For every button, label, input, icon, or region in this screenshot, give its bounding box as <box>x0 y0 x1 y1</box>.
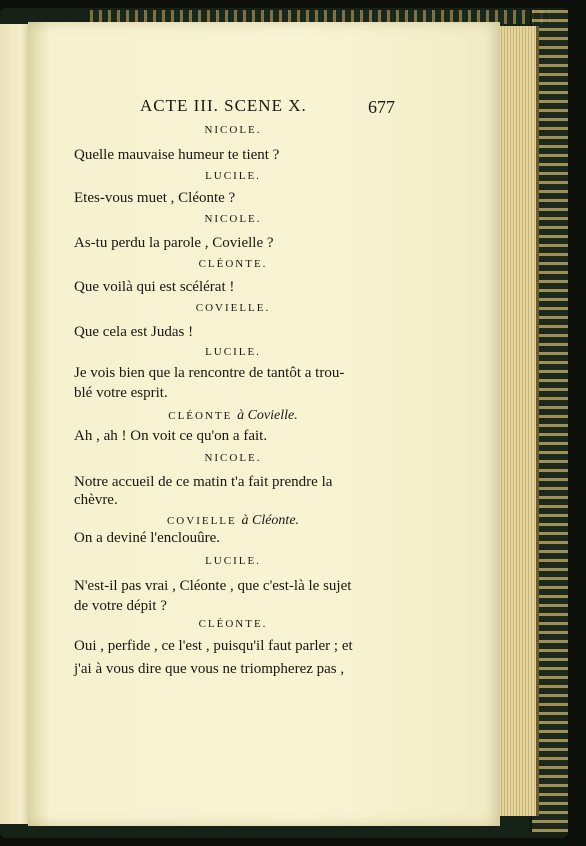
dialogue-line <box>74 492 118 509</box>
speaker-name <box>74 618 392 630</box>
speaker-label: LUCILE. <box>205 170 261 182</box>
speaker-label: NICOLE. <box>204 213 262 225</box>
speaker-name <box>74 124 392 136</box>
stage-direction: à Covielle. <box>237 408 298 423</box>
dialogue-line <box>74 578 351 595</box>
speaker-label: NICOLE. <box>204 452 262 464</box>
speaker-name <box>74 346 392 358</box>
dialogue-line <box>74 638 353 655</box>
speaker-label: COVIELLE <box>166 515 237 527</box>
dialogue-line <box>74 190 235 207</box>
speaker-name <box>74 170 392 182</box>
speaker-name <box>74 302 392 314</box>
speaker-name <box>74 258 392 270</box>
dialogue-text: Que cela est Judas ! <box>74 324 194 340</box>
speaker-name <box>74 408 392 424</box>
dialogue-line <box>74 428 267 445</box>
speaker-label: COVIELLE. <box>195 302 271 314</box>
facing-page-edge <box>0 24 30 824</box>
dialogue-text: chèvre. <box>74 492 118 508</box>
speaker-label: CLÉONTE. <box>198 258 268 270</box>
book-page <box>28 22 500 826</box>
dialogue-line <box>74 385 168 402</box>
speaker-name <box>74 513 392 529</box>
dialogue-text: As-tu perdu la parole , Covielle ? <box>74 235 274 251</box>
dialogue-text: Ah , ah ! On voit ce qu'on a fait. <box>74 428 268 444</box>
dialogue-line <box>74 147 279 164</box>
speaker-name <box>74 555 392 567</box>
dialogue-text: j'ai à vous dire que vous ne triompherez pas , <box>74 661 345 677</box>
dialogue-text: Etes-vous muet , Cléonte ? <box>74 190 236 206</box>
running-header: ACTE III. SCENE X. <box>140 96 307 115</box>
dialogue-line <box>74 235 274 252</box>
page-number: 677 <box>368 97 395 117</box>
speaker-label: CLÉONTE. <box>198 618 268 630</box>
dialogue-line <box>74 530 220 547</box>
dialogue-line <box>74 324 193 341</box>
speaker-label: LUCILE. <box>205 346 261 358</box>
dialogue-text: Que voilà qui est scélérat ! <box>74 279 235 295</box>
dialogue-text: de votre dépit ? <box>74 598 167 614</box>
dialogue-line <box>74 474 332 491</box>
page-edges <box>498 26 539 816</box>
dialogue-text: N'est-il pas vrai , Cléonte , que c'est-là le sujet <box>74 578 352 594</box>
dialogue-line <box>74 598 167 615</box>
speaker-label: CLÉONTE <box>168 410 233 422</box>
speaker-name <box>74 213 392 225</box>
dialogue-text: On a deviné l'enclouûre. <box>74 530 220 546</box>
dialogue-line <box>74 365 344 382</box>
stage-direction: à Cléonte. <box>241 513 300 528</box>
dialogue-line <box>74 661 344 678</box>
dialogue-text: blé votre esprit. <box>74 385 168 401</box>
dialogue-text: Quelle mauvaise humeur te tient ? <box>74 147 280 163</box>
speaker-label: NICOLE. <box>204 124 262 136</box>
dialogue-text: Notre accueil de ce matin t'a fait prendre la <box>74 474 333 490</box>
speaker-label: LUCILE. <box>205 555 261 567</box>
speaker-name <box>74 452 392 464</box>
dialogue-text: Je vois bien que la rencontre de tantôt a trou- <box>74 365 345 381</box>
dialogue-text: Oui , perfide , ce l'est , puisqu'il faut parler ; et <box>74 638 353 654</box>
dialogue-line <box>74 279 234 296</box>
